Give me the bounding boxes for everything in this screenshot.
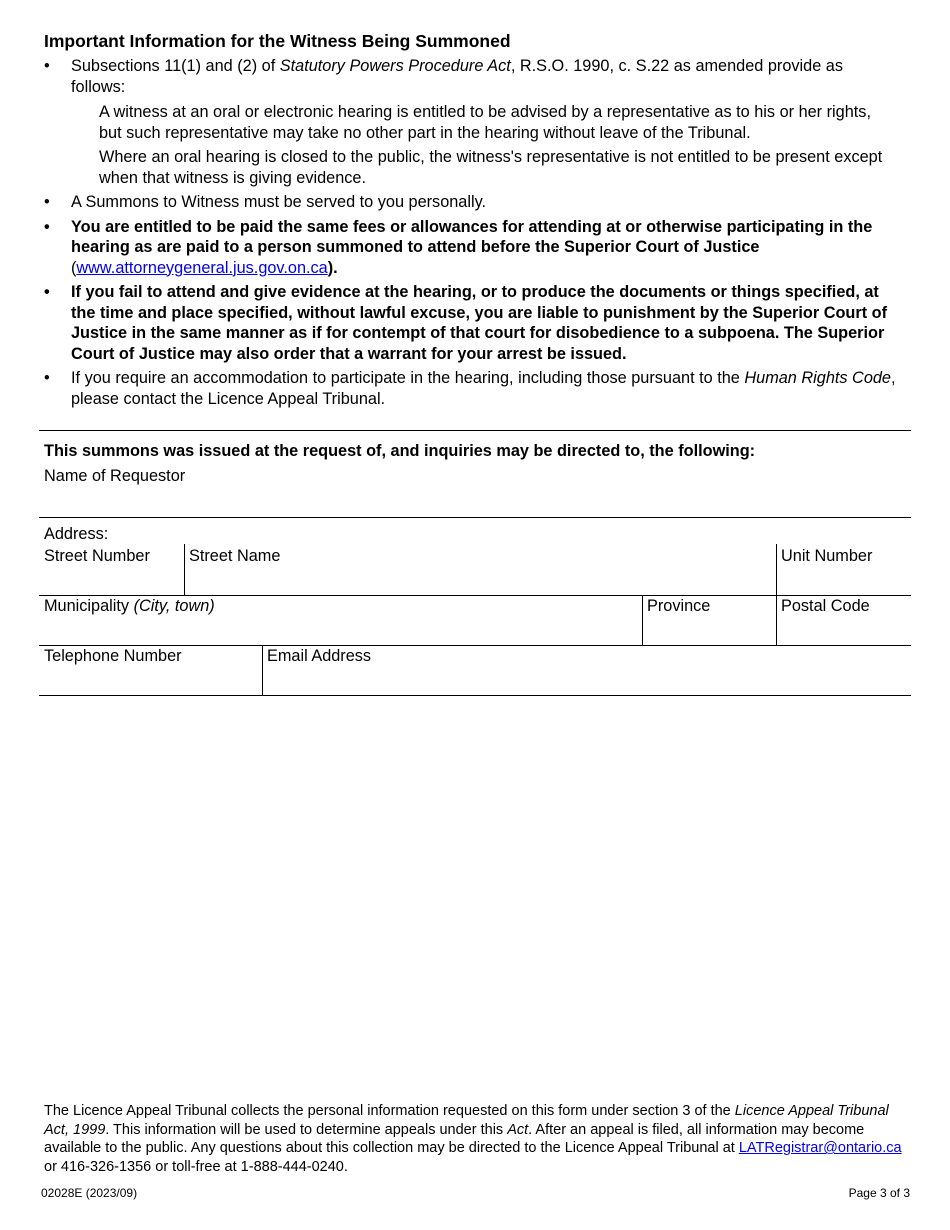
divider-street-name: [776, 544, 777, 595]
bullet5-act: Human Rights Code: [744, 369, 891, 387]
bullet3-close: ).: [327, 258, 338, 277]
requestor-name-label[interactable]: Name of Requestor: [44, 467, 186, 485]
privacy-p3: . After an appeal is filed, all information may become available to the public. Any questions about this collection may be directed to the Licence Appeal Tribunal at: [44, 1121, 865, 1157]
attorney-general-link[interactable]: www.attorneygeneral.jus.gov.on.ca: [76, 258, 328, 277]
page-number: Page 3 of 3: [848, 1186, 910, 1200]
information-list: [44, 56, 896, 409]
divider-name: [39, 517, 911, 518]
bullet5-pre: If you require an accommodation to participate in the hearing, including those pursuant to the: [71, 369, 745, 387]
municipality-field[interactable]: [44, 597, 215, 616]
bullet5-post: , please contact the Licence Appeal Tribunal.: [71, 369, 896, 408]
registrar-email-link[interactable]: LATRegistrar@ontario.ca: [738, 1140, 902, 1157]
postal-code-field[interactable]: Postal Code: [781, 597, 870, 615]
province-field[interactable]: Province: [647, 597, 711, 615]
bullet2-text: A Summons to Witness must be served to you personally.: [71, 193, 487, 211]
divider-street: [39, 595, 911, 596]
form-number: 02028E (2023/09): [41, 1186, 138, 1200]
divider-telephone: [262, 645, 263, 695]
municipality-label: Municipality: [44, 597, 130, 615]
email-field[interactable]: Email Address: [267, 647, 372, 665]
privacy-p2: . This information will be used to determine appeals under this: [105, 1121, 508, 1138]
list-item-service: [44, 192, 896, 213]
street-number-field[interactable]: Street Number: [44, 547, 150, 565]
bullet3-open: (: [71, 258, 77, 277]
unit-number-field[interactable]: Unit Number: [781, 547, 873, 565]
privacy-p4: or 416-326-1356 or toll-free at 1-888-444-0240.: [44, 1158, 348, 1175]
divider-municipality-row: [39, 645, 911, 646]
list-item-spp-act: [44, 56, 896, 188]
divider-province: [776, 595, 777, 645]
privacy-paragraph: [44, 1102, 910, 1176]
address-label: Address:: [44, 525, 109, 543]
bullet1-pre: Subsections 11(1) and (2) of: [71, 57, 280, 75]
list-item-penalty: [44, 282, 896, 364]
privacy-p1: The Licence Appeal Tribunal collects the personal information requested on this form under section 3 of the: [44, 1103, 735, 1119]
divider-street-number: [184, 544, 185, 595]
bullet4-text: If you fail to attend and give evidence at the hearing, or to produce the documents or things specified, at the time and place specified, without lawful excuse, you are liable to punishment by the Superior Court of Justice in the same manner as if for contempt of that court for disobedience to a subpoena. The Superior Court of Justice may also order that a warrant for your arrest be issued.: [71, 283, 888, 363]
quoted-provisions: [71, 102, 896, 188]
divider-municipality: [642, 595, 643, 645]
list-item-fees: [44, 217, 896, 279]
bullet1-act: Statutory Powers Procedure Act: [279, 57, 511, 75]
page-heading: Important Information for the Witness Being Summoned: [44, 31, 511, 51]
telephone-field[interactable]: Telephone Number: [44, 647, 182, 665]
list-item-accommodation: [44, 368, 896, 409]
privacy-notice: [44, 1102, 910, 1176]
privacy-act2: Act: [507, 1121, 529, 1138]
requestor-heading: This summons was issued at the request of, and inquiries may be directed to, the following:: [44, 442, 756, 460]
bullet1-post: , R.S.O. 1990, c. S.22 as amended provide as follows:: [71, 57, 843, 96]
street-name-field[interactable]: Street Name: [189, 547, 281, 565]
privacy-act1: Licence Appeal Tribunal Act, 1999: [44, 1103, 889, 1138]
quote-2: Where an oral hearing is closed to the public, the witness's representative is not entitled to be present except when that witness is giving evidence.: [99, 148, 883, 187]
bullet3-text: You are entitled to be paid the same fees or allowances for attending at or otherwise participating in the hearing as are paid to a person summoned to attend before the Superior Court of Justice: [71, 217, 873, 256]
divider-top: [39, 430, 911, 431]
municipality-hint: (City, town): [133, 597, 215, 615]
quote-1: A witness at an oral or electronic hearing is entitled to be advised by a representative as to his or her rights, but such representative may take no other part in the hearing without leave of the Tribunal.: [99, 103, 871, 142]
divider-bottom: [39, 695, 911, 696]
